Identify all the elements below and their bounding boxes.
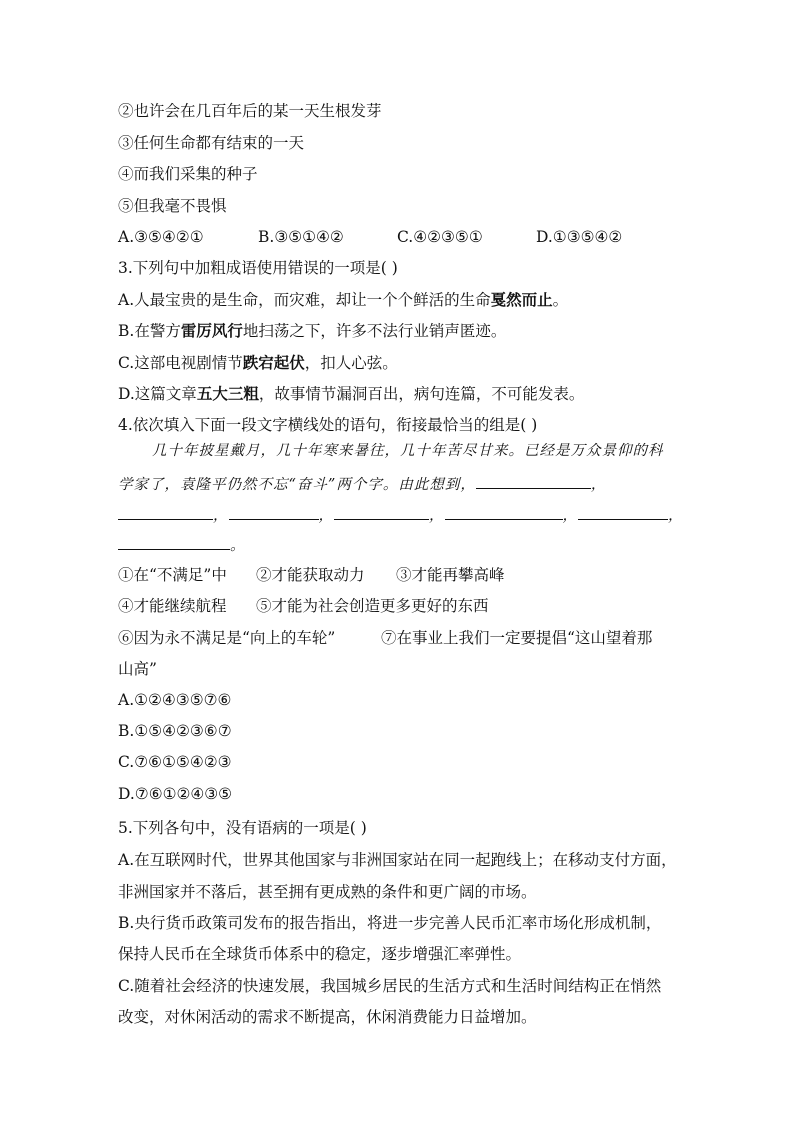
q5-option-a-line-2: 非洲国家并不落后，甚至拥有更成熟的条件和更广阔的市场。 xyxy=(118,883,537,901)
q4-passage-line-1: 几十年披星戴月，几十年寒来暑往，几十年苦尽甘来。已经是万众景仰的科 xyxy=(152,443,664,459)
comma: ， xyxy=(590,477,607,493)
comma: ， xyxy=(668,508,684,524)
option-line-3: ③任何生命都有结束的一天 xyxy=(118,134,305,152)
q4-items-row-2 xyxy=(118,596,489,616)
q3-a-end: 。 xyxy=(552,291,569,309)
q4-option-d: D.⑦⑥①②④③⑤ xyxy=(118,785,233,803)
q3-option-c xyxy=(118,353,398,373)
q4-final-blank xyxy=(118,535,246,556)
q3-b-idiom: 雷厉风行 xyxy=(180,321,243,340)
blank-2 xyxy=(118,505,213,520)
q4-item-5: ⑤才能为社会创造更多更好的东西 xyxy=(256,597,489,615)
comma: ， xyxy=(213,508,229,524)
q5-stem: 5.下列各句中，没有语病的一项是( ) xyxy=(118,819,367,837)
q4-option-a: A.①②④③⑤⑦⑥ xyxy=(118,691,232,709)
q5-option-c-line-2: 改变，对休闲活动的需求不断提高，休闲消费能力日益增加。 xyxy=(118,1008,537,1026)
q3-option-b xyxy=(118,321,506,341)
option-line-2: ②也许会在几百年后的某一天生根发芽 xyxy=(118,102,382,120)
q4-item-2: ②才能获取动力 xyxy=(256,566,365,584)
q2-option-c: C.④②③⑤① xyxy=(397,228,483,246)
option-line-5: ⑤但我毫不畏惧 xyxy=(118,197,227,215)
q4-passage-text: 学家了，袁隆平仍然不忘“奋斗”两个字。由此想到， xyxy=(118,477,476,493)
q4-item-4: ④才能继续航程 xyxy=(118,597,227,615)
q4-item-1: ①在“不满足”中 xyxy=(118,566,227,584)
q3-b-end: 地扫荡之下，许多不法行业销声匿迹。 xyxy=(242,322,507,340)
q3-b-text: B.在警方 xyxy=(118,322,181,340)
q3-option-a xyxy=(118,290,568,310)
blank-7 xyxy=(118,535,230,550)
q3-d-text: D.这篇文章 xyxy=(118,385,197,403)
q3-option-d xyxy=(118,384,584,404)
q4-passage-line-2 xyxy=(118,474,606,495)
comma: ， xyxy=(429,508,445,524)
q4-option-c: C.⑦⑥①⑤④②③ xyxy=(118,753,232,771)
q3-c-text: C.这部电视剧情节 xyxy=(118,354,243,372)
q5-option-c-line-1: C.随着社会经济的快速发展，我国城乡居民的生活方式和生活时间结构正在悄然 xyxy=(118,977,662,995)
q4-stem: 4.依次填入下面一段文字横线处的语句，衔接最恰当的组是( ) xyxy=(118,416,538,434)
q4-items-row-1 xyxy=(118,565,505,585)
q3-c-idiom: 跌宕起伏 xyxy=(242,353,305,372)
option-line-4: ④而我们采集的种子 xyxy=(118,165,258,183)
q3-a-text: A.人最宝贵的是生命，而灾难，却让一个个鲜活的生命 xyxy=(118,291,491,309)
q5-option-b-line-2: 保持人民币在全球货币体系中的稳定，逐步增强汇率弹性。 xyxy=(118,945,522,963)
blank-5 xyxy=(445,505,563,520)
q2-option-b: B.③⑤①④② xyxy=(258,228,344,246)
q4-items-row-3 xyxy=(118,628,652,648)
q2-option-a: A.③⑤④②① xyxy=(118,228,204,246)
q4-blank-line xyxy=(118,505,684,526)
q4-item-6: ⑥因为永不满足是“向上的车轮” xyxy=(118,629,336,647)
q3-d-idiom: 五大三粗 xyxy=(196,384,259,403)
q4-option-b: B.①⑤④②③⑥⑦ xyxy=(118,722,232,740)
blank-4 xyxy=(334,505,429,520)
blank-6 xyxy=(578,505,668,520)
q3-d-end: ，故事情节漏洞百出，病句连篇，不可能发表。 xyxy=(258,385,585,403)
blank-1 xyxy=(476,474,591,489)
period: 。 xyxy=(230,538,246,554)
q5-option-b-line-1: B.央行货币政策司发布的报告指出，将进一步完善人民币汇率市场化形成机制， xyxy=(118,914,662,932)
comma: ， xyxy=(562,508,578,524)
q4-item-3: ③才能再攀高峰 xyxy=(396,566,505,584)
q5-option-a-line-1: A.在互联网时代，世界其他国家与非洲国家站在同一起跑线上；在移动支付方面， xyxy=(118,851,677,869)
q4-item-7: ⑦在事业上我们一定要提倡“这山望着那 xyxy=(381,629,653,647)
blank-3 xyxy=(229,505,319,520)
q4-item-7-cont: 山高” xyxy=(118,660,157,678)
q2-answer-options xyxy=(118,227,622,247)
q2-option-d: D.①③⑤④② xyxy=(536,228,623,246)
comma: ， xyxy=(318,508,334,524)
q3-a-idiom: 戛然而止 xyxy=(490,290,553,309)
q3-stem: 3.下列句中加粗成语使用错误的一项是( ) xyxy=(118,259,398,277)
q3-c-end: ，扣人心弦。 xyxy=(304,354,398,372)
